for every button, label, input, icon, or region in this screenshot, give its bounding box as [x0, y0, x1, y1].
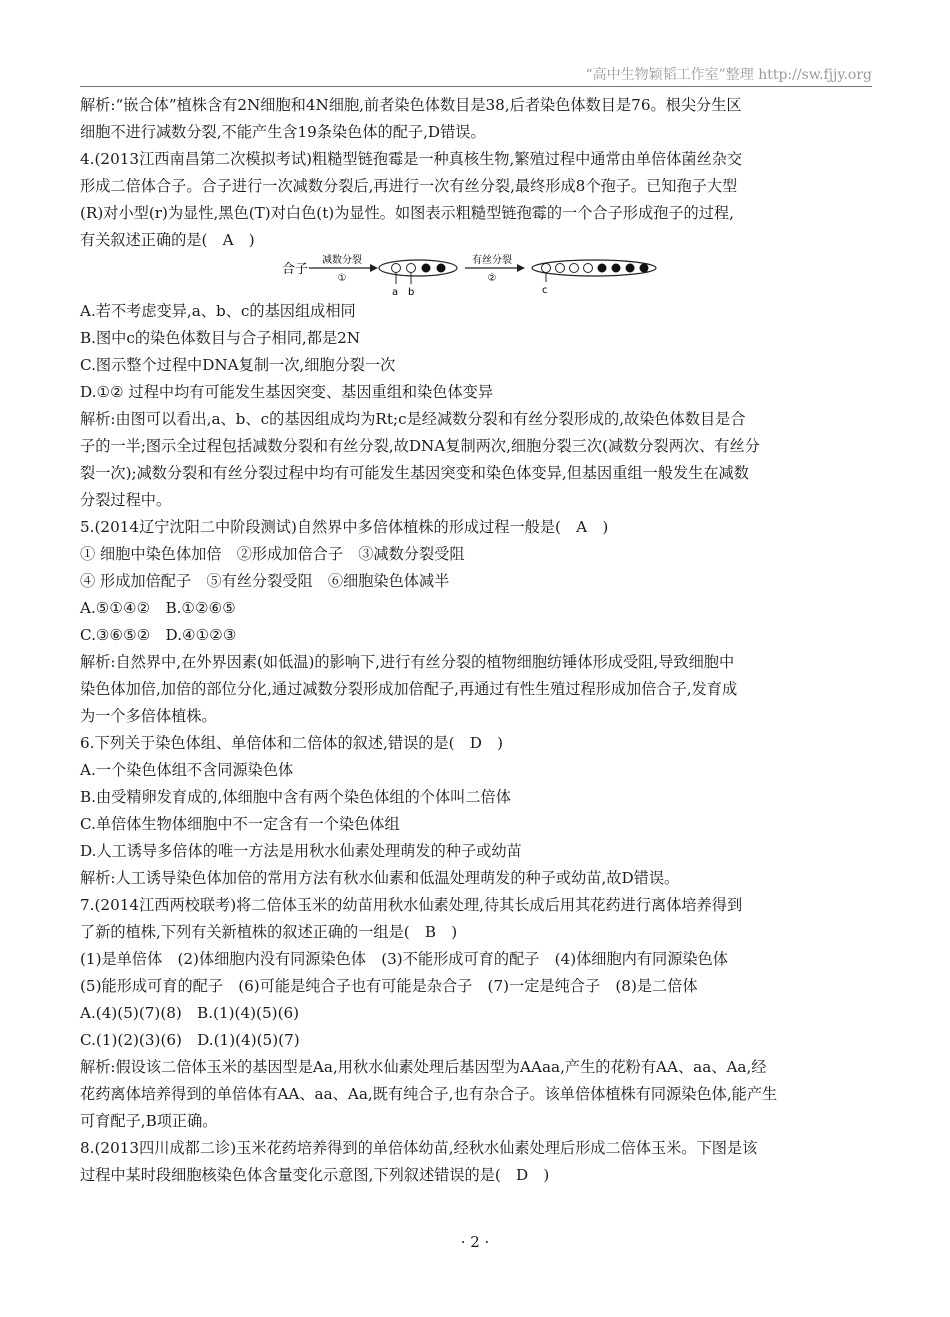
text-line: ① 细胞中染色体加倍 ②形成加倍合子 ③减数分裂受阻 [80, 545, 465, 563]
text-line: B.由受精卵发育成的,体细胞中含有两个染色体组的个体叫二倍体 [80, 788, 511, 806]
label-a: a [392, 287, 399, 298]
spore-black [612, 264, 621, 273]
text-line: 形成二倍体合子。合子进行一次减数分裂后,再进行一次有丝分裂,最终形成8个孢子。已知孢子大型 [80, 177, 738, 195]
text-line: 解析:由图可以看出,a、b、c的基因组成均为Rt;c是经减数分裂和有丝分裂形成的,故染色体数目是合 [80, 410, 746, 428]
label-c: c [542, 285, 548, 296]
text-line: (1)是单倍体 (2)体细胞内没有同源染色体 (3)不能形成可育的配子 (4)体细胞内有同源染色体 [80, 950, 728, 968]
spore-black [437, 264, 446, 273]
zygote-label: 合子 [282, 262, 309, 277]
text-line: 解析:人工诱导染色体加倍的常用方法有秋水仙素和低温处理萌发的种子或幼苗,故D错误。 [80, 869, 680, 887]
text-line: 解析:假设该二倍体玉米的基因型是Aa,用秋水仙素处理后基因型为AAaa,产生的花粉有AA、aa、Aa,经 [80, 1058, 767, 1076]
arrow-mitosis-step: ② [487, 273, 497, 284]
spore-white [407, 264, 416, 273]
text-line: 7.(2014江西两校联考)将二倍体玉米的幼苗用秋水仙素处理,待其长成后用其花药进行离体培养得到 [80, 896, 743, 914]
text-line: A.⑤①④② B.①②⑥⑤ [80, 599, 236, 617]
spore-white [542, 264, 551, 273]
text-line: C.(1)(2)(3)(6) D.(1)(4)(5)(7) [80, 1031, 300, 1049]
text-line: 可育配子,B项正确。 [80, 1112, 218, 1130]
text-line: 染色体加倍,加倍的部位分化,通过减数分裂形成加倍配子,再通过有性生殖过程形成加倍合子,发育成 [80, 680, 738, 698]
spore-black [640, 264, 649, 273]
spore-white [584, 264, 593, 273]
text-line: 解析:自然界中,在外界因素(如低温)的影响下,进行有丝分裂的植物细胞纺锤体形成受阻,导致细胞中 [80, 653, 735, 671]
text-line: 分裂过程中。 [80, 491, 172, 509]
spore-diagram [80, 254, 880, 298]
text-line: 有关叙述正确的是( A ) [80, 231, 255, 249]
arrow-mitosis-head [517, 264, 525, 272]
spore-white [570, 264, 579, 273]
arrow-mitosis-label: 有丝分裂 [472, 255, 512, 266]
text-line: D.①② 过程中均有可能发生基因突变、基因重组和染色体变异 [80, 383, 494, 401]
spore-white [556, 264, 565, 273]
text-line: 解析:“嵌合体”植株含有2N细胞和4N细胞,前者染色体数目是38,后者染色体数目是76。根尖分生区 [80, 96, 742, 114]
text-line: C.③⑥⑤② D.④①②③ [80, 626, 237, 644]
text-line: ④ 形成加倍配子 ⑤有丝分裂受阻 ⑥细胞染色体减半 [80, 572, 450, 590]
text-line: 细胞不进行减数分裂,不能产生含19条染色体的配子,D错误。 [80, 123, 486, 141]
header-text: “高中生物颖韬工作室”整理 http://sw.fjjy.org [585, 67, 872, 83]
text-line: 了新的植株,下列有关新植株的叙述正确的一组是( B ) [80, 923, 458, 941]
page-header [80, 64, 872, 87]
text-line: 过程中某时段细胞核染色体含量变化示意图,下列叙述错误的是( D ) [80, 1166, 550, 1184]
text-line: 子的一半;图示全过程包括减数分裂和有丝分裂,故DNA复制两次,细胞分裂三次(减数分裂两次、有丝分 [80, 437, 760, 455]
spore-black [626, 264, 635, 273]
spore-black [422, 264, 431, 273]
text-line: (R)对小型(r)为显性,黑色(T)对白色(t)为显性。如图表示粗糙型链孢霉的一个合子形成孢子的过程, [80, 204, 734, 222]
text-line: A.若不考虑变异,a、b、c的基因组成相同 [80, 302, 356, 320]
text-line: 8.(2013四川成都二诊)玉米花药培养得到的单倍体幼苗,经秋水仙素处理后形成二倍体玉米。下图是该 [80, 1139, 758, 1157]
text-line: 4.(2013江西南昌第二次模拟考试)粗糙型链孢霉是一种真核生物,繁殖过程中通常由单倍体菌丝杂交 [80, 150, 743, 168]
text-line: A.(4)(5)(7)(8) B.(1)(4)(5)(6) [80, 1004, 300, 1022]
page-number: · 2 · [460, 1233, 490, 1251]
text-line: 5.(2014辽宁沈阳二中阶段测试)自然界中多倍体植株的形成过程一般是( A ) [80, 518, 609, 536]
spore-black [598, 264, 607, 273]
page-content [80, 92, 880, 1189]
text-line: 为一个多倍体植株。 [80, 707, 217, 725]
arrow-meiosis-label: 减数分裂 [322, 255, 362, 266]
text-line: 裂一次);减数分裂和有丝分裂过程中均有可能发生基因突变和染色体变异,但基因重组一般发生在减数 [80, 464, 749, 482]
spore-white [392, 264, 401, 273]
text-line: D.人工诱导多倍体的唯一方法是用秋水仙素处理萌发的种子或幼苗 [80, 842, 522, 860]
label-b: b [408, 287, 415, 298]
text-line: B.图中c的染色体数目与合子相同,都是2N [80, 329, 361, 347]
text-line: C.单倍体生物体细胞中不一定含有一个染色体组 [80, 815, 400, 833]
spore-formation-figure [80, 254, 880, 298]
arrow-meiosis-step: ① [337, 273, 347, 284]
text-line: 花药离体培养得到的单倍体有AA、aa、Aa,既有纯合子,也有杂合子。该单倍体植株有同源染色体,能产生 [80, 1085, 778, 1103]
text-line: A.一个染色体组不含同源染色体 [80, 761, 294, 779]
text-line: (5)能形成可育的配子 (6)可能是纯合子也有可能是杂合子 (7)一定是纯合子 (8)是二倍体 [80, 977, 698, 995]
text-line: 6.下列关于染色体组、单倍体和二倍体的叙述,错误的是( D ) [80, 734, 504, 752]
text-line: C.图示整个过程中DNA复制一次,细胞分裂一次 [80, 356, 396, 374]
arrow-meiosis-head [370, 264, 378, 272]
